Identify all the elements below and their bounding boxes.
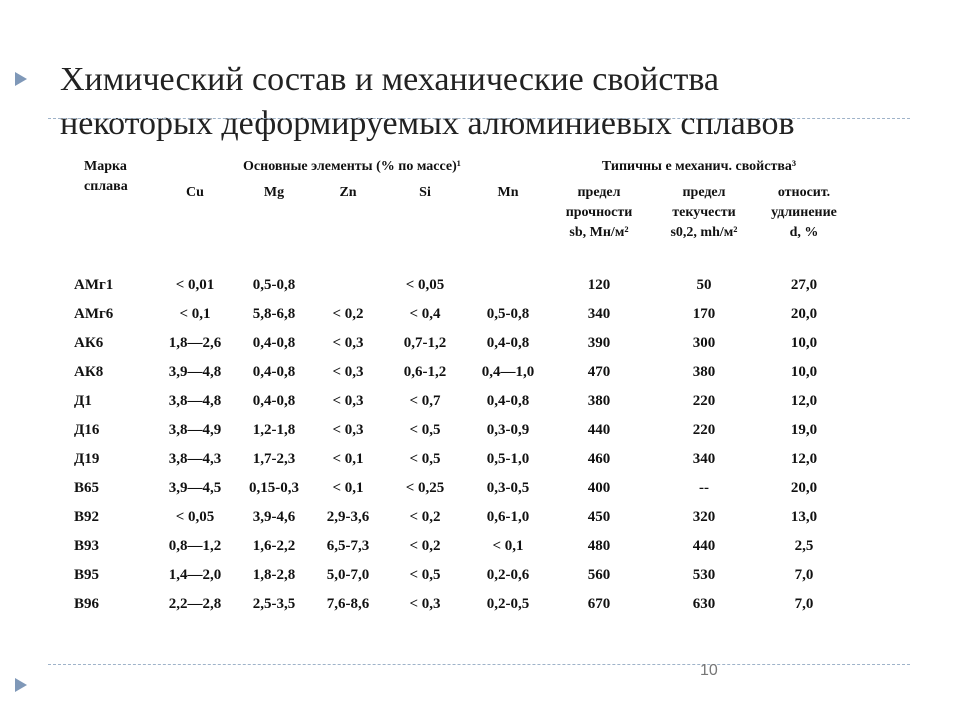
table-row [70, 561, 849, 590]
table-body [70, 271, 849, 619]
table-cell: 2,9-3,6 [326, 509, 370, 525]
table-cell: < 0,05 [175, 509, 215, 525]
header-elongation-line3: d, % [789, 225, 819, 240]
table-cell: 0,4-0,8 [252, 335, 296, 351]
table-cell: 3,8—4,3 [168, 451, 222, 467]
header-grade: Марка сплава [84, 159, 128, 194]
table-cell: 50 [696, 277, 712, 293]
header-si: Si [419, 185, 431, 200]
footer-divider [48, 664, 910, 665]
table-cell: 380 [692, 364, 716, 380]
alloy-grade: Д16 [74, 422, 100, 438]
table-cell: 300 [692, 335, 716, 351]
table-cell: 3,9-4,6 [252, 509, 296, 525]
table-cell: 7,0 [794, 567, 814, 583]
table-cell: 2,5 [794, 538, 814, 554]
table-cell: 0,8—1,2 [168, 538, 222, 554]
table-cell: 0,5-1,0 [486, 451, 530, 467]
header-zn: Zn [339, 185, 357, 200]
table-cell: < 0,7 [409, 393, 441, 409]
table-row [70, 445, 849, 474]
header-elongation [759, 183, 849, 271]
table-row [70, 474, 849, 503]
table-cell [313, 271, 383, 300]
header-yield-line3: s0,2, mh/м² [670, 225, 738, 240]
table-row [70, 590, 849, 619]
slide-bullet-icon [15, 72, 27, 86]
table-cell: 400 [587, 480, 611, 496]
table-cell: 10,0 [790, 364, 818, 380]
table-cell: 670 [587, 596, 611, 612]
title-line-2: некоторых деформируемых алюминиевых сплавов [60, 105, 795, 142]
header-yield-line2: текучести [672, 205, 736, 220]
header-properties: Типичны е механич. свойства³ [601, 159, 797, 174]
table-row [70, 300, 849, 329]
table-cell: 1,2-1,8 [252, 422, 296, 438]
alloy-grade: В65 [74, 480, 100, 496]
table-cell: 1,6-2,2 [252, 538, 296, 554]
header-elongation-line1: относит. [777, 185, 831, 200]
alloy-grade: В95 [74, 567, 100, 583]
header-cu: Cu [186, 185, 204, 200]
table-cell: 0,4-0,8 [486, 393, 530, 409]
header-elements: Основные элементы (% по массе)¹ [243, 159, 461, 174]
title-line-1: Химический состав и механические свойства [60, 61, 720, 98]
table-cell: 3,8—4,8 [168, 393, 222, 409]
table-cell: 440 [587, 422, 611, 438]
alloy-grade: АМг1 [74, 277, 114, 293]
table-cell: 120 [587, 277, 611, 293]
table-cell: 12,0 [790, 393, 818, 409]
alloy-grade: Д19 [74, 451, 100, 467]
table-cell: 480 [587, 538, 611, 554]
table-cell: 470 [587, 364, 611, 380]
alloy-grade: В92 [74, 509, 100, 525]
slide-title [60, 58, 930, 146]
table-row [70, 503, 849, 532]
table-cell: 2,2—2,8 [168, 596, 222, 612]
alloys-table [70, 157, 849, 619]
table-cell: 3,9—4,8 [168, 364, 222, 380]
footer-bullet-icon [15, 678, 27, 692]
table-row [70, 532, 849, 561]
table-cell: 0,4-0,8 [252, 364, 296, 380]
table-cell: < 0,1 [332, 480, 364, 496]
table-cell: 460 [587, 451, 611, 467]
table-cell: < 0,1 [492, 538, 524, 554]
table-cell: 440 [692, 538, 716, 554]
table-cell: < 0,1 [179, 306, 211, 322]
title-divider [48, 118, 910, 119]
table-cell: 340 [587, 306, 611, 322]
table-cell: 0,3-0,9 [486, 422, 530, 438]
table-cell: 20,0 [790, 306, 818, 322]
table-row [70, 358, 849, 387]
table-cell: 10,0 [790, 335, 818, 351]
alloy-grade: В96 [74, 596, 100, 612]
header-yield-strength [649, 183, 759, 271]
alloy-grade: АМг6 [74, 306, 114, 322]
table-cell: 0,6-1,0 [486, 509, 530, 525]
table-cell: < 0,2 [409, 509, 441, 525]
table-cell: 2,5-3,5 [252, 596, 296, 612]
table-cell: 0,4-0,8 [252, 393, 296, 409]
table-cell: < 0,3 [332, 393, 364, 409]
table-cell: 3,9—4,5 [168, 480, 222, 496]
table-cell: 630 [692, 596, 716, 612]
alloy-grade: АК6 [74, 335, 104, 351]
table-cell: 13,0 [790, 509, 818, 525]
table-cell: -- [699, 480, 709, 496]
table-cell: 0,4-0,8 [486, 335, 530, 351]
table-cell: 320 [692, 509, 716, 525]
table-cell: 12,0 [790, 451, 818, 467]
table-cell: < 0,2 [409, 538, 441, 554]
table-cell: 340 [692, 451, 716, 467]
header-tensile-line2: прочности [565, 205, 633, 220]
table-row [70, 416, 849, 445]
table-cell: 530 [692, 567, 716, 583]
table-cell: 450 [587, 509, 611, 525]
header-yield-line1: предел [682, 185, 726, 200]
table-cell: 0,5-0,8 [486, 306, 530, 322]
table-cell [467, 271, 549, 300]
table-cell: < 0,5 [409, 567, 441, 583]
table-row [70, 387, 849, 416]
header-mn: Mn [497, 185, 519, 200]
table-cell: 390 [587, 335, 611, 351]
table-cell: 0,5-0,8 [252, 277, 296, 293]
table-cell: < 0,4 [409, 306, 441, 322]
table-cell: 5,8-6,8 [252, 306, 296, 322]
table-cell: 0,6-1,2 [403, 364, 447, 380]
table-cell: 1,8-2,8 [252, 567, 296, 583]
table-cell: 1,4—2,0 [168, 567, 222, 583]
header-tensile-line1: предел [577, 185, 621, 200]
table-cell: < 0,2 [332, 306, 364, 322]
table-cell: 0,15-0,3 [249, 480, 299, 496]
table-cell: 27,0 [790, 277, 818, 293]
table-cell: < 0,3 [332, 335, 364, 351]
table-cell: 20,0 [790, 480, 818, 496]
page-number: 10 [700, 662, 718, 679]
table-row [70, 329, 849, 358]
table-cell: 0,3-0,5 [486, 480, 530, 496]
alloy-grade: АК8 [74, 364, 104, 380]
table-cell: 560 [587, 567, 611, 583]
table-cell: 1,8—2,6 [168, 335, 222, 351]
table-cell: 7,0 [794, 596, 814, 612]
table-cell: 19,0 [790, 422, 818, 438]
table-cell: < 0,5 [409, 422, 441, 438]
table-cell: 1,7-2,3 [252, 451, 296, 467]
table-cell: 0,4—1,0 [481, 364, 535, 380]
table-cell: < 0,05 [405, 277, 445, 293]
table-cell: 3,8—4,9 [168, 422, 222, 438]
table-row [70, 271, 849, 300]
table-cell: 0,2-0,6 [486, 567, 530, 583]
table-cell: < 0,3 [332, 364, 364, 380]
table-cell: 0,2-0,5 [486, 596, 530, 612]
table-cell: 170 [692, 306, 716, 322]
table-cell: 5,0-7,0 [326, 567, 370, 583]
table-cell: 220 [692, 393, 716, 409]
alloy-grade: В93 [74, 538, 100, 554]
table-cell: 220 [692, 422, 716, 438]
table-cell: 7,6-8,6 [326, 596, 370, 612]
table-cell: 380 [587, 393, 611, 409]
table-cell: 6,5-7,3 [326, 538, 370, 554]
table-cell: < 0,1 [332, 451, 364, 467]
header-elongation-line2: удлинение [771, 205, 837, 220]
header-tensile-strength [549, 183, 649, 271]
table-cell: < 0,5 [409, 451, 441, 467]
table-cell: < 0,3 [332, 422, 364, 438]
table-cell: < 0,25 [405, 480, 445, 496]
table-cell: 0,7-1,2 [403, 335, 447, 351]
table-cell: < 0,3 [409, 596, 441, 612]
table-cell: < 0,01 [175, 277, 215, 293]
header-mg: Mg [263, 185, 285, 200]
header-tensile-line3: sb, Мн/м² [569, 225, 629, 240]
alloy-grade: Д1 [74, 393, 92, 409]
